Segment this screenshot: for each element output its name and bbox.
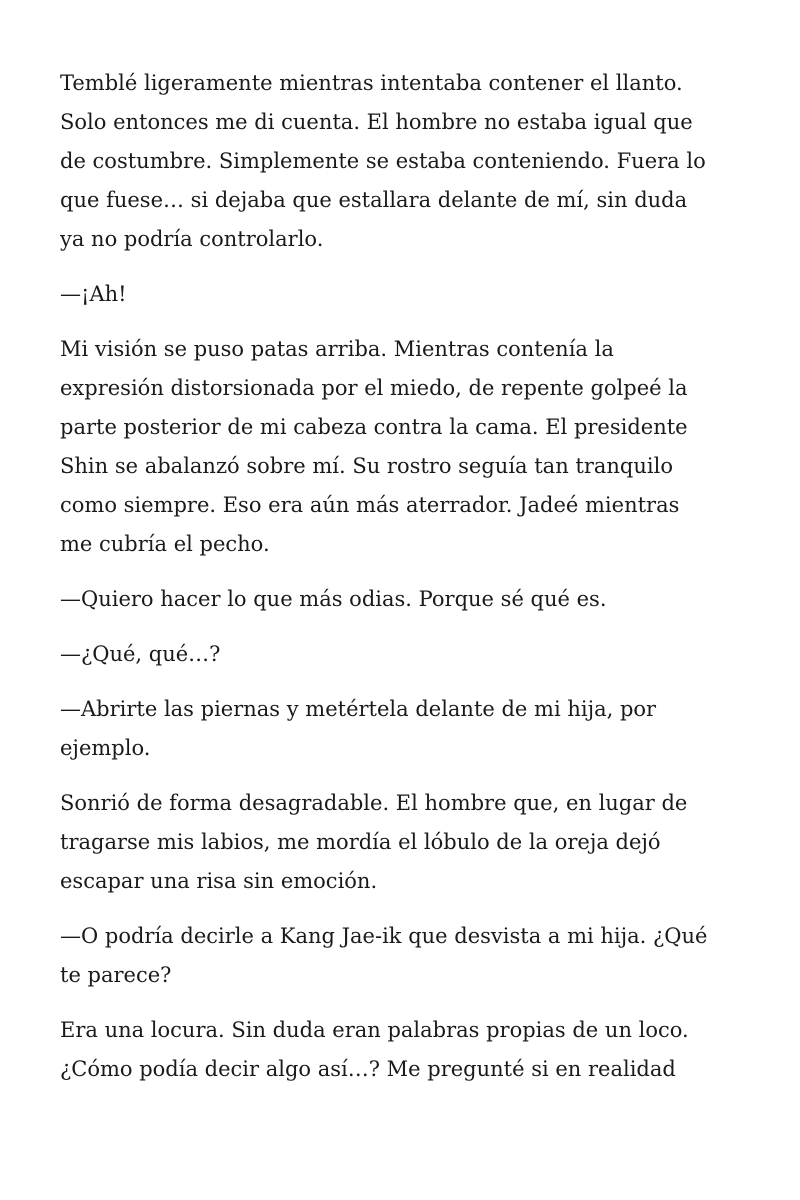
text-line: ¿Cómo podía decir algo así…? Me pregunté si en realidad xyxy=(60,1057,676,1081)
text-line: —Abrirte las piernas y metértela delante de mi hija, por xyxy=(60,697,657,721)
text-line: —O podría decirle a Kang Jae-ik que desvista a mi hija. ¿Qué xyxy=(60,924,708,948)
text-line: expresión distorsionada por el miedo, de repente golpeé la xyxy=(60,376,688,400)
paragraph-1 xyxy=(60,64,760,259)
paragraph-3 xyxy=(60,330,760,564)
text-line: escapar una risa sin emoción. xyxy=(60,869,378,893)
text-line: Sonrió de forma desagradable. El hombre que, en lugar de xyxy=(60,791,688,815)
text-line: parte posterior de mi cabeza contra la cama. El presidente xyxy=(60,415,688,439)
text-line: ejemplo. xyxy=(60,736,151,760)
paragraph-9 xyxy=(60,1011,760,1089)
text-line: como siempre. Eso era aún más aterrador. Jadeé mientras xyxy=(60,493,680,517)
text-line: Mi visión se puso patas arriba. Mientras contenía la xyxy=(60,337,614,361)
text-line: Era una locura. Sin duda eran palabras propias de un loco. xyxy=(60,1018,689,1042)
text-line: tragarse mis labios, me mordía el lóbulo de la oreja dejó xyxy=(60,830,661,854)
text-line: ya no podría controlarlo. xyxy=(60,227,324,251)
text-line: me cubría el pecho. xyxy=(60,532,270,556)
paragraph-5 xyxy=(60,635,760,674)
text-line: —¿Qué, qué…? xyxy=(60,642,221,666)
paragraph-8 xyxy=(60,917,760,995)
text-line: que fuese… si dejaba que estallara delante de mí, sin duda xyxy=(60,188,688,212)
paragraph-6 xyxy=(60,690,760,768)
text-line: Temblé ligeramente mientras intentaba contener el llanto. xyxy=(60,71,683,95)
text-line: Solo entonces me di cuenta. El hombre no estaba igual que xyxy=(60,110,693,134)
paragraph-7 xyxy=(60,784,760,901)
text-line: —Quiero hacer lo que más odias. Porque sé qué es. xyxy=(60,587,607,611)
text-line: Shin se abalanzó sobre mí. Su rostro seguía tan tranquilo xyxy=(60,454,673,478)
text-line: te parece? xyxy=(60,963,172,987)
reader-page xyxy=(60,64,760,1105)
paragraph-4 xyxy=(60,580,760,619)
text-line: —¡Ah! xyxy=(60,282,127,306)
text-line: de costumbre. Simplemente se estaba conteniendo. Fuera lo xyxy=(60,149,706,173)
paragraph-2 xyxy=(60,275,760,314)
